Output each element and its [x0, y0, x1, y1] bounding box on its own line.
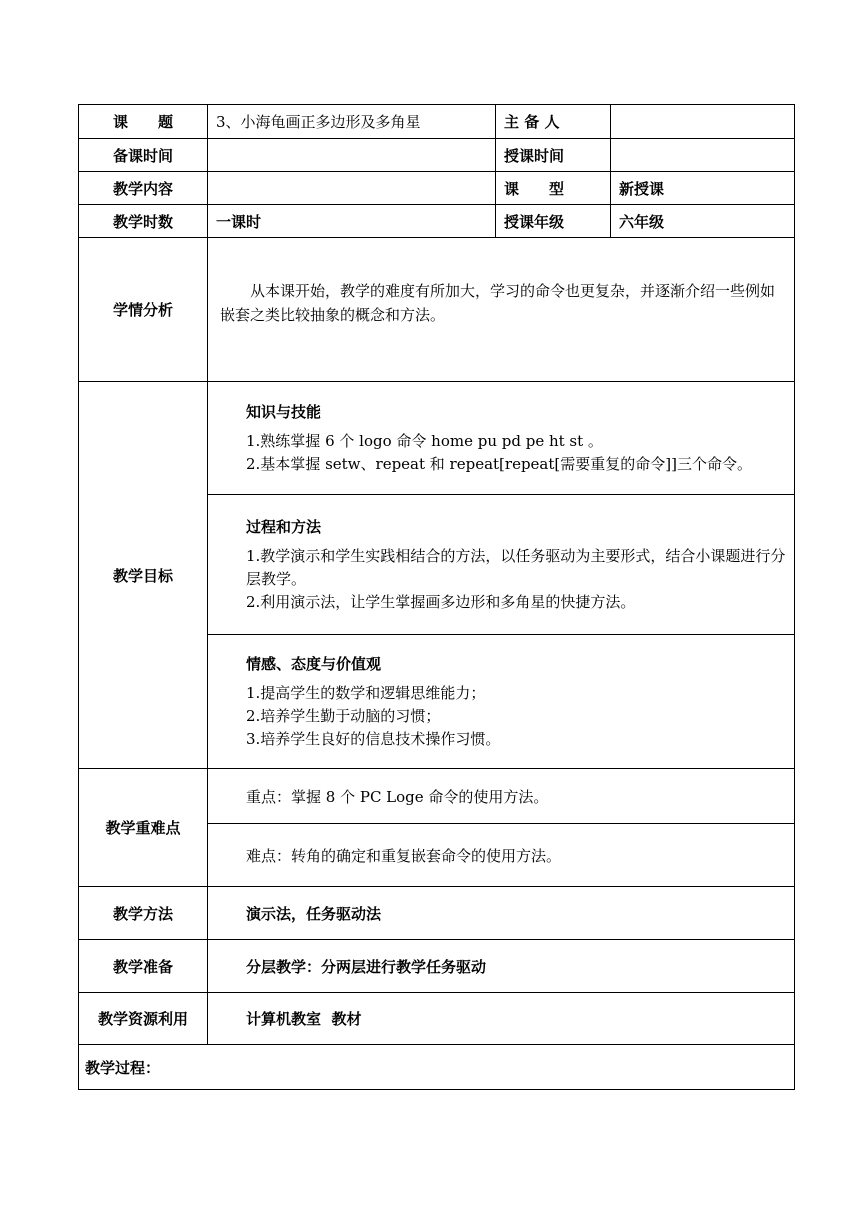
label-key-points: 教学重难点: [79, 769, 208, 887]
value-preparation: 分层教学：分两层进行教学任务驱动: [208, 940, 795, 993]
value-grade: 六年级: [611, 205, 795, 238]
goals-attitude-head: 情感、态度与价值观: [246, 654, 382, 673]
label-analysis: 学情分析: [79, 238, 208, 382]
key-point-text: 重点：掌握 8 个 PC Loge 命令的使用方法。: [208, 769, 795, 824]
value-method: 演示法，任务驱动法: [208, 887, 795, 940]
goals-attitude-line-3: 3.培养学生良好的信息技术操作习惯。: [246, 729, 501, 748]
row-method: [79, 887, 795, 940]
lesson-plan-table: [78, 104, 795, 1090]
label-teach-time: 授课时间: [496, 139, 611, 172]
label-topic: 课 题: [79, 105, 208, 139]
value-teach-time: [611, 139, 795, 172]
value-topic: 3、小海龟画正多边形及多角星: [208, 105, 496, 139]
row-resources: [79, 993, 795, 1045]
value-prep-time: [208, 139, 496, 172]
value-preparer: [611, 105, 795, 139]
goals-attitude-line-1: 1.提高学生的数学和逻辑思维能力；: [246, 683, 486, 702]
value-resources: 计算机教室 教材: [208, 993, 795, 1045]
goals-attitude-line-2: 2.培养学生勤于动脑的习惯；: [246, 706, 441, 725]
label-prep-time: 备课时间: [79, 139, 208, 172]
row-content: [79, 172, 795, 205]
goals-process-line-1: 1.教学演示和学生实践相结合的方法，以任务驱动为主要形式，结合小课题进行分层教学。: [246, 546, 786, 588]
row-process-title: [79, 1045, 795, 1090]
value-hours: 一课时: [208, 205, 496, 238]
label-content: 教学内容: [79, 172, 208, 205]
goals-process-line-2: 2.利用演示法，让学生掌握画多边形和多角星的快捷方法。: [246, 592, 636, 611]
analysis-cell: [208, 238, 795, 382]
goals-attitude-cell: [208, 635, 795, 769]
label-hours: 教学时数: [79, 205, 208, 238]
label-lesson-type: 课 型: [496, 172, 611, 205]
row-preparation: [79, 940, 795, 993]
label-preparer: 主 备 人: [496, 105, 611, 139]
goals-knowledge-cell: [208, 382, 795, 495]
goals-process-cell: [208, 495, 795, 635]
row-topic: [79, 105, 795, 139]
analysis-text: 从本课开始，教学的难度有所加大，学习的命令也更复杂，并逐渐介绍一些例如嵌套之类比较抽象的概念和方法。: [220, 281, 776, 324]
row-analysis: [79, 238, 795, 382]
row-key-point: [79, 769, 795, 824]
value-content: [208, 172, 496, 205]
value-lesson-type: 新授课: [611, 172, 795, 205]
label-method: 教学方法: [79, 887, 208, 940]
difficult-point-text: 难点：转角的确定和重复嵌套命令的使用方法。: [208, 824, 795, 887]
goals-knowledge-line-1: 1.熟练掌握 6 个 logo 命令 home pu pd pe ht st 。: [246, 431, 603, 450]
row-goals-knowledge: [79, 382, 795, 495]
goals-knowledge-line-2: 2.基本掌握 setw、repeat 和 repeat[repeat[需要重复的命令]]三个命令。: [246, 454, 752, 473]
process-title: 教学过程：: [79, 1045, 795, 1090]
row-hours: [79, 205, 795, 238]
label-grade: 授课年级: [496, 205, 611, 238]
label-resources: 教学资源利用: [79, 993, 208, 1045]
label-goals: 教学目标: [79, 382, 208, 769]
goals-process-head: 过程和方法: [246, 517, 322, 536]
row-prep-time: [79, 139, 795, 172]
label-preparation: 教学准备: [79, 940, 208, 993]
goals-knowledge-head: 知识与技能: [246, 402, 322, 421]
